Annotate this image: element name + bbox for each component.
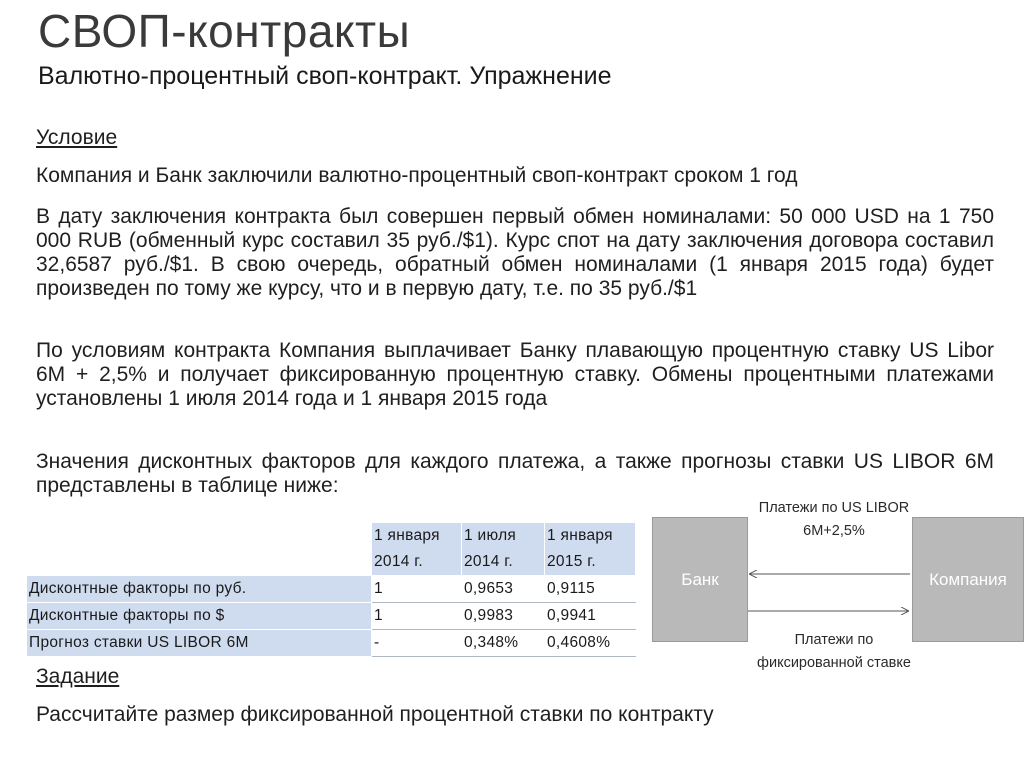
table-header-cell: 1 января 2014 г. bbox=[372, 523, 462, 576]
table-cell: 0,348% bbox=[462, 630, 545, 657]
table-cell: 0,9115 bbox=[545, 576, 636, 603]
table-cell: 0,9653 bbox=[462, 576, 545, 603]
discount-factors-table bbox=[26, 522, 636, 657]
paragraph-1: Компания и Банк заключили валютно-процентный своп-контракт сроком 1 год bbox=[36, 164, 798, 187]
table-cell: 0,9941 bbox=[545, 603, 636, 630]
bank-box bbox=[652, 517, 748, 642]
task-heading: Задание bbox=[36, 665, 120, 688]
table-row-label: Дисконтные факторы по $ bbox=[27, 603, 372, 630]
table-cell: 1 bbox=[372, 576, 462, 603]
table-header-row bbox=[27, 523, 636, 576]
payment-arrows bbox=[746, 560, 912, 620]
table-row-label: Прогноз ставки US LIBOR 6M bbox=[27, 630, 372, 657]
floating-payments-label: Платежи по US LIBOR 6M+2,5% bbox=[758, 500, 910, 539]
company-label: Компания bbox=[929, 569, 1007, 589]
task-text: Рассчитайте размер фиксированной процентной ставки по контракту bbox=[36, 703, 714, 726]
page-subtitle: Валютно-процентный своп-контракт. Упражнение bbox=[38, 62, 612, 90]
table-cell: 0,4608% bbox=[545, 630, 636, 657]
table-header-cell: 1 января 2015 г. bbox=[545, 523, 636, 576]
paragraph-4: Значения дисконтных факторов для каждого платежа, а также прогнозы ставки US LIBOR 6M представлены в таблице ниже: bbox=[36, 450, 994, 497]
table-cell: 0,9983 bbox=[462, 603, 545, 630]
table-cell: - bbox=[372, 630, 462, 657]
page-title: СВОП-контракты bbox=[38, 5, 411, 57]
table-header-cell: 1 июля 2014 г. bbox=[462, 523, 545, 576]
condition-heading: Условие bbox=[36, 126, 118, 149]
company-box bbox=[912, 517, 1024, 642]
table-row bbox=[27, 603, 636, 630]
paragraph-3: По условиям контракта Компания выплачивает Банку плавающую процентную ставку US Libor 6M + 2,5% и получает фиксированную процентную ставку. Обмены процентными платежами установлены 1 июля 2014 года и 1 января 2015 года bbox=[36, 339, 994, 410]
table-row-label: Дисконтные факторы по руб. bbox=[27, 576, 372, 603]
table-row bbox=[27, 576, 636, 603]
paragraph-2: В дату заключения контракта был совершен первый обмен номиналами: 50 000 USD на 1 750 000 RUB (обменный курс составил 35 руб./$1). Курс спот на дату заключения договора составил 32,6587 руб./$1. В свою очередь, обратный обмен номиналами (1 января 2015 года) будет произведен по тому же курсу, что и в первую дату, т.е. по 35 руб./$1 bbox=[36, 205, 994, 300]
table-row bbox=[27, 630, 636, 657]
fixed-payments-label: Платежи по фиксированной ставке bbox=[757, 632, 911, 671]
table-cell: 1 bbox=[372, 603, 462, 630]
bank-label: Банк bbox=[681, 569, 719, 589]
table-header-empty bbox=[27, 523, 372, 576]
